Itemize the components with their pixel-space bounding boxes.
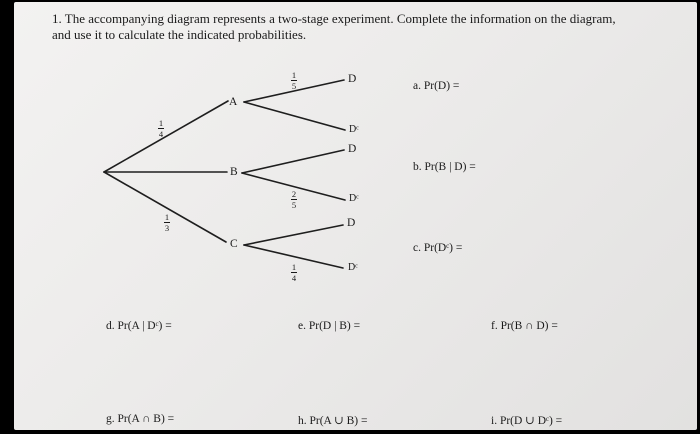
branch-c-d [244, 225, 343, 245]
question-a: a. Pr(D) = [413, 80, 460, 92]
outcome-a-d: D [348, 73, 357, 85]
prob-b-dc: 2 5 [291, 189, 297, 210]
prob-a-d: 1 5 [291, 70, 297, 91]
node-a-label: A [229, 96, 238, 108]
outcome-c-d: D [347, 217, 356, 229]
outcome-a-dc: Dᶜ [349, 124, 359, 135]
prob-c: 1 3 [164, 212, 170, 233]
question-i: i. Pr(D ∪ Dᶜ) = [491, 415, 563, 427]
question-c: c. Pr(Dᶜ) = [413, 242, 463, 254]
problem-line-1: 1. The accompanying diagram represents a two-stage experiment. Complete the information on the diagram, [52, 11, 616, 26]
question-d: d. Pr(A | Dᶜ) = [106, 320, 172, 332]
question-f: f. Pr(B ∩ D) = [491, 320, 558, 332]
question-g: g. Pr(A ∩ B) = [106, 413, 175, 425]
question-h: h. Pr(A ∪ B) = [298, 415, 368, 427]
branch-a-dc [244, 102, 345, 130]
outcome-c-dc: Dᶜ [348, 262, 358, 273]
node-c-label: C [230, 238, 238, 250]
branch-b-d [242, 150, 344, 173]
prob-c-dc: 1 4 [291, 262, 297, 283]
outcome-b-dc: Dᶜ [349, 193, 359, 204]
node-b-label: B [230, 166, 238, 178]
outcome-b-d: D [348, 143, 357, 155]
branch-root-a [104, 101, 228, 172]
prob-a: 1 4 [158, 118, 164, 139]
question-b: b. Pr(B | D) = [413, 161, 476, 173]
problem-line-2: and use it to calculate the indicated probabilities. [52, 27, 307, 42]
question-e: e. Pr(D | B) = [298, 320, 361, 332]
